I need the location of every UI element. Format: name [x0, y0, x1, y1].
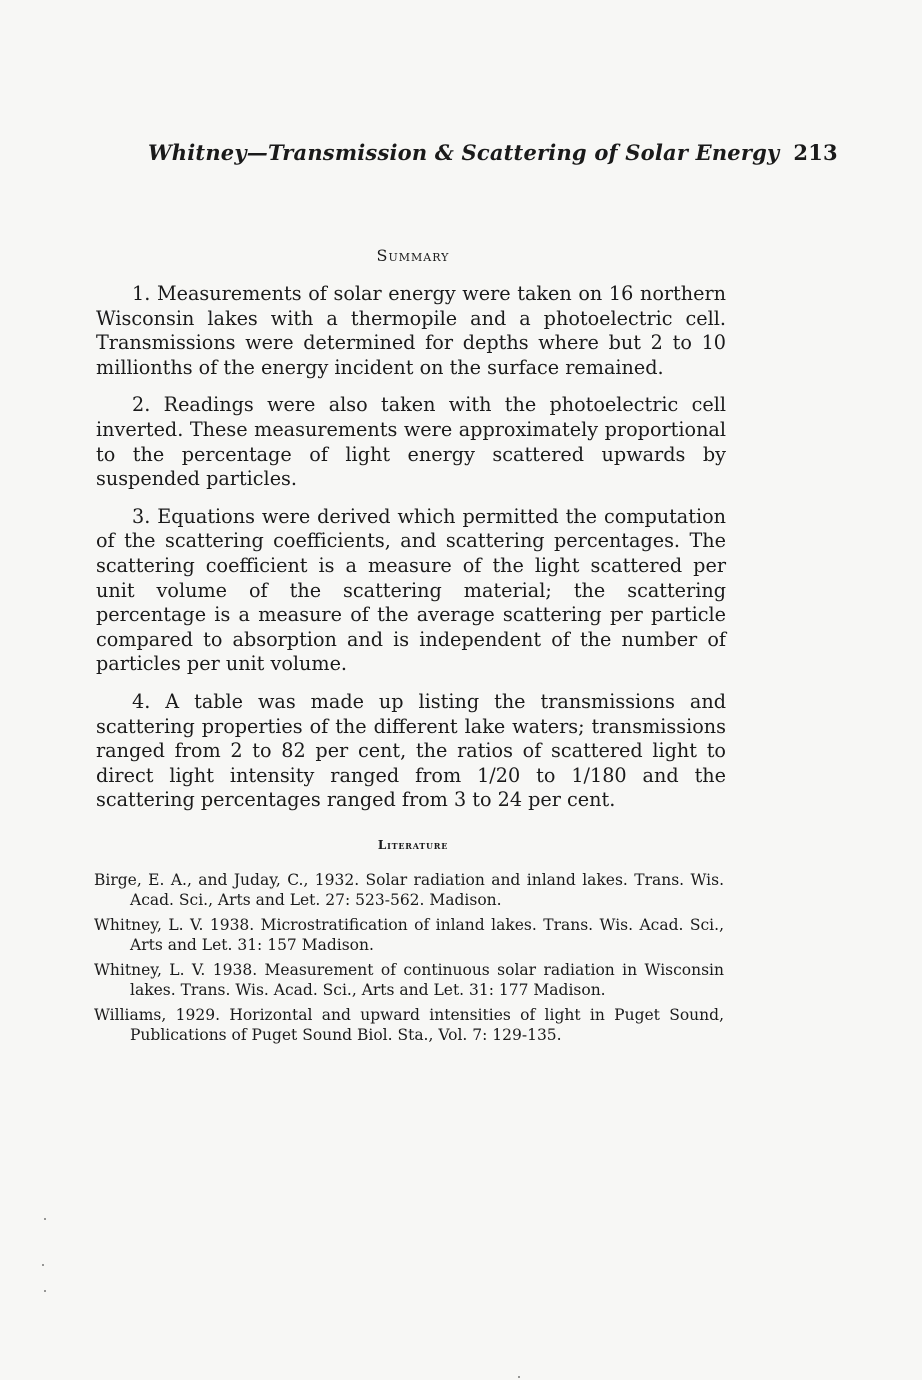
- reference-item: Williams, 1929. Horizontal and upward intensities of light in Puget Sound, Publications of Puget Sound Biol. Sta., Vol. 7: 129-135.: [94, 1006, 724, 1044]
- scan-speck: [42, 1264, 44, 1266]
- reference-item: Whitney, L. V. 1938. Measurement of continuous solar radiation in Wisconsin lakes. Trans. Wis. Acad. Sci., Arts and Let. 31: 177 Madison.: [94, 961, 724, 999]
- scan-speck: [518, 1376, 520, 1378]
- summary-paragraph: 4. A table was made up listing the transmissions and scattering properties of the different lake waters; transmissions ranged from 2 to 82 per cent, the ratios of scattered light to direct light intensity ranged from 1/20 to 1/180 and the scattering percentages ranged from 3 to 24 per cent.: [96, 689, 726, 812]
- scan-speck: [44, 1290, 46, 1292]
- literature-heading: Literature: [377, 838, 449, 852]
- summary-paragraph: 3. Equations were derived which permitted the computation of the scattering coefficients, and scattering percentages. The scattering coefficient is a measure of the light scattered per unit volume of the scattering material; the scattering percentage is a measure of the average scattering per particle compared to absorption and is independent of the number of particles per unit volume.: [96, 504, 726, 676]
- summary-paragraph: 1. Measurements of solar energy were taken on 16 northern Wisconsin lakes with a thermopile and a photoelectric cell. Transmissions were determined for depths where but 2 to 10 millionths of the energy incident on the surface remained.: [96, 282, 726, 379]
- summary-heading: Summary: [376, 246, 450, 265]
- running-title: Whitney—Transmission & Scattering of Solar Energy: [148, 140, 780, 165]
- page-number: 213: [793, 140, 838, 165]
- running-header: [148, 140, 838, 165]
- summary-body: [96, 282, 726, 826]
- reference-item: Whitney, L. V. 1938. Microstratification of inland lakes. Trans. Wis. Acad. Sci., Arts and Let. 31: 157 Madison.: [94, 916, 724, 954]
- reference-item: Birge, E. A., and Juday, C., 1932. Solar radiation and inland lakes. Trans. Wis. Acad. Sci., Arts and Let. 27: 523-562. Madison.: [94, 871, 724, 909]
- reference-list: [94, 870, 724, 1050]
- summary-paragraph: 2. Readings were also taken with the photoelectric cell inverted. These measurements were approximately proportional to the percentage of light energy scattered upwards by suspended particles.: [96, 393, 726, 491]
- scan-speck: [44, 1218, 46, 1220]
